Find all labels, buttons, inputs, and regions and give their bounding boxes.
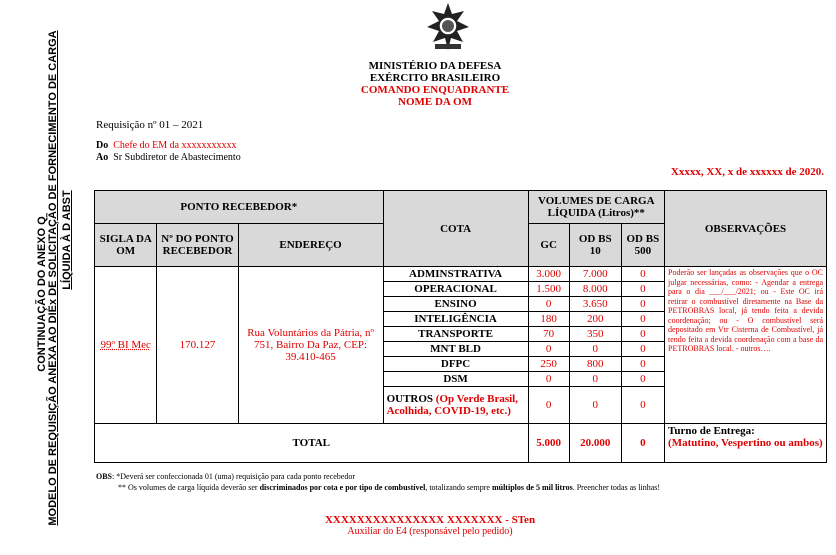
od500-cell: 0 (621, 327, 664, 342)
od500-cell: 0 (621, 387, 664, 424)
annex-title: CONTINUAÇÃO DO ANEXO Q (36, 216, 48, 372)
cota-row: ADMINSTRATIVA (383, 267, 528, 282)
od10-cell: 0 (569, 387, 621, 424)
header-ponto-recebedor: PONTO RECEBEDOR* (95, 191, 384, 224)
document-date: Xxxxx, XX, x de xxxxxx de 2020. (670, 166, 824, 178)
gc-cell: 180 (528, 312, 569, 327)
gc-cell: 0 (528, 297, 569, 312)
od10-cell: 200 (569, 312, 621, 327)
requisition-number: Requisição nº 01 – 2021 (96, 119, 204, 131)
numero-ponto: 170.127 (157, 267, 238, 424)
cota-row: DFPC (383, 357, 528, 372)
document-header (320, 60, 550, 108)
od500-cell: 0 (621, 372, 664, 387)
gc-cell: 3.000 (528, 267, 569, 282)
od10-cell: 0 (569, 342, 621, 357)
header-om: NOME DA OM (398, 96, 472, 108)
to-label: Ao (96, 152, 109, 163)
od10-cell: 350 (569, 327, 621, 342)
cota-outros: OUTROS (Op Verde Brasil, Acolhida, COVID-19, etc.) (383, 387, 528, 424)
od10-cell: 7.000 (569, 267, 621, 282)
cota-row: MNT BLD (383, 342, 528, 357)
signature-name: XXXXXXXXXXXXXXX XXXXXXX - STen (324, 514, 536, 526)
od10-cell: 8.000 (569, 282, 621, 297)
header-sigla: SIGLA DA OM (95, 224, 157, 267)
to-value: Sr Subdiretor de Abastecimento (113, 152, 241, 163)
header-observacoes: OBSERVAÇÕES (665, 191, 827, 267)
header-numero: Nº DO PONTO RECEBEDOR (157, 224, 238, 267)
od500-cell: 0 (621, 282, 664, 297)
footnotes: OBS: *Deverá ser confeccionada 01 (uma) requisição para cada ponto recebedor ** Os volumes de carga líquida deverão ser discriminados por cota e por tipo de combustível, totalizando sempre múltiplos de 5 mil litros. Preencher todas as linhas! (96, 472, 661, 492)
cota-row: OPERACIONAL (383, 282, 528, 297)
observacoes-text: Poderão ser lançadas as observações que o OC julgar necessárias, como: - Agendar a entrega para o dia ___/___/2021; ou - Este OC irá retirar o combustível diretamente na Base da PETROBRAS local, já tendo feita a devida coordenação; ou - O combustível será depositado em Vtr Cisterna de Combustível, já tendo feita a devida coordenação com a base da PETROBRAS local. - outros…. (665, 267, 827, 424)
sigla-om: 99º BI Mec (95, 267, 157, 424)
header-od-bs10: OD BS 10 (569, 224, 621, 267)
header-army: EXÉRCITO BRASILEIRO (369, 72, 501, 84)
from-label: Do (96, 140, 109, 151)
od10-cell: 0 (569, 372, 621, 387)
from-value: Chefe do EM da xxxxxxxxxxx (113, 140, 237, 151)
total-od10: 20.000 (569, 424, 621, 463)
header-od-bs500: OD BS 500 (621, 224, 664, 267)
total-label: TOTAL (95, 424, 529, 463)
od10-cell: 800 (569, 357, 621, 372)
gc-cell: 0 (528, 342, 569, 357)
signature-role: Auxiliar do E4 (responsável pelo pedido) (347, 526, 513, 537)
endereco: Rua Voluntários da Pátria, nº 751, Bairro Da Paz, CEP: 39.410-465 (238, 267, 383, 424)
od10-cell: 3.650 (569, 297, 621, 312)
addressing (96, 140, 241, 164)
annex-subtitle-2: LÍQUIDA À D ABST (61, 190, 73, 290)
od500-cell: 0 (621, 297, 664, 312)
header-ministry: MINISTÉRIO DA DEFESA (368, 60, 502, 72)
header-command: COMANDO ENQUADRANTE (360, 84, 510, 96)
header-cota: COTA (383, 191, 528, 267)
od500-cell: 0 (621, 312, 664, 327)
turno-entrega: Turno de Entrega: (Matutino, Vespertino ou ambos) (665, 424, 827, 463)
cota-row: DSM (383, 372, 528, 387)
signature-block (300, 514, 560, 538)
header-endereco: ENDEREÇO (238, 224, 383, 267)
gc-cell: 70 (528, 327, 569, 342)
requisition-table (94, 190, 827, 463)
side-title (0, 0, 90, 555)
header-gc: GC (528, 224, 569, 267)
od500-cell: 0 (621, 357, 664, 372)
header-volumes: VOLUMES DE CARGA LÍQUIDA (Litros)** (528, 191, 664, 224)
cota-row: INTELIGÊNCIA (383, 312, 528, 327)
gc-cell: 0 (528, 372, 569, 387)
total-od500: 0 (621, 424, 664, 463)
od500-cell: 0 (621, 342, 664, 357)
gc-cell: 250 (528, 357, 569, 372)
od500-cell: 0 (621, 267, 664, 282)
annex-subtitle: MODELO DE REQUISIÇÃO ANEXA AO DIEx DE SOLICITAÇÃO DE FORNECIMENTO DE CARGA (47, 30, 59, 526)
coat-of-arms-icon (425, 2, 471, 52)
gc-cell: 1.500 (528, 282, 569, 297)
gc-cell: 0 (528, 387, 569, 424)
cota-row: TRANSPORTE (383, 327, 528, 342)
total-gc: 5.000 (528, 424, 569, 463)
cota-row: ENSINO (383, 297, 528, 312)
